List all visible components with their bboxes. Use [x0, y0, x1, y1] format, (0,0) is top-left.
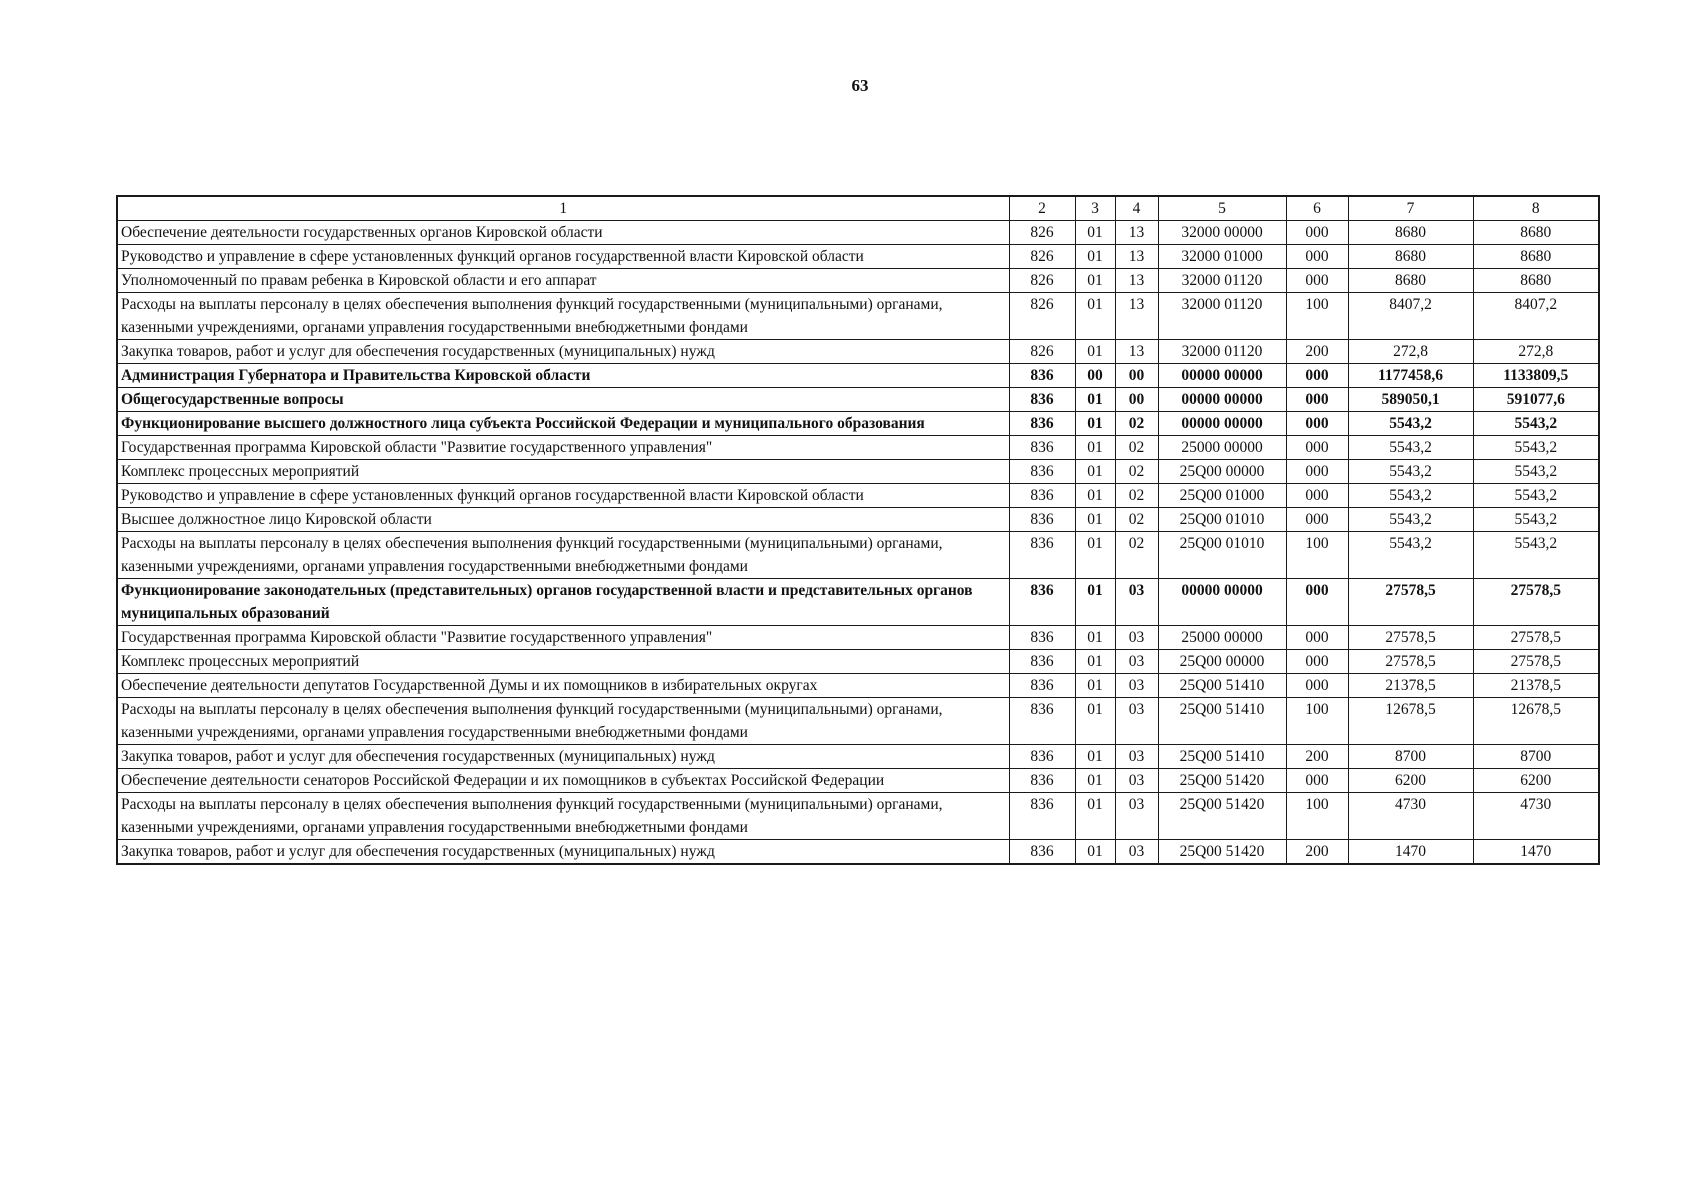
subsection-code-cell: 02 [1115, 460, 1158, 484]
amount-year2-cell: 1470 [1473, 840, 1599, 865]
row-name-cell: Закупка товаров, работ и услуг для обеспечения государственных (муниципальных) нужд [117, 745, 1009, 769]
amount-year2-cell: 8680 [1473, 221, 1599, 245]
admin-code-cell: 826 [1009, 245, 1075, 269]
admin-code-cell: 836 [1009, 508, 1075, 532]
section-code-cell: 01 [1075, 745, 1115, 769]
expense-type-cell: 000 [1286, 388, 1348, 412]
target-code-cell: 25Q00 01000 [1158, 484, 1286, 508]
column-header: 5 [1158, 196, 1286, 221]
table-row [117, 245, 1599, 269]
target-code-cell: 25Q00 51420 [1158, 840, 1286, 865]
expense-type-cell: 000 [1286, 626, 1348, 650]
row-name-cell: Государственная программа Кировской области "Развитие государственного управления" [117, 626, 1009, 650]
subsection-code-cell: 13 [1115, 293, 1158, 340]
table-row [117, 269, 1599, 293]
expense-type-cell: 000 [1286, 245, 1348, 269]
admin-code-cell: 836 [1009, 626, 1075, 650]
amount-year2-cell: 6200 [1473, 769, 1599, 793]
expense-type-cell: 100 [1286, 532, 1348, 579]
admin-code-cell: 826 [1009, 221, 1075, 245]
section-code-cell: 01 [1075, 674, 1115, 698]
table-body [117, 221, 1599, 865]
row-name-cell: Общегосударственные вопросы [117, 388, 1009, 412]
table-row [117, 626, 1599, 650]
admin-code-cell: 826 [1009, 340, 1075, 364]
row-name-cell: Расходы на выплаты персоналу в целях обеспечения выполнения функций государственными (муниципальными) органами, казенными учреждениями, органами управления государственными внебюджетными фондами [117, 293, 1009, 340]
amount-year1-cell: 6200 [1348, 769, 1473, 793]
target-code-cell: 00000 00000 [1158, 579, 1286, 626]
amount-year2-cell: 5543,2 [1473, 460, 1599, 484]
amount-year1-cell: 272,8 [1348, 340, 1473, 364]
section-code-cell: 01 [1075, 840, 1115, 865]
section-code-cell: 00 [1075, 364, 1115, 388]
table-row [117, 650, 1599, 674]
subsection-code-cell: 02 [1115, 508, 1158, 532]
table-row [117, 484, 1599, 508]
table-row [117, 508, 1599, 532]
row-name-cell: Высшее должностное лицо Кировской области [117, 508, 1009, 532]
table-row [117, 579, 1599, 626]
section-code-cell: 01 [1075, 626, 1115, 650]
expense-type-cell: 000 [1286, 650, 1348, 674]
section-code-cell: 01 [1075, 245, 1115, 269]
table-row [117, 412, 1599, 436]
amount-year1-cell: 21378,5 [1348, 674, 1473, 698]
row-name-cell: Функционирование законодательных (представительных) органов государственной власти и представительных органов муниципальных образований [117, 579, 1009, 626]
target-code-cell: 25000 00000 [1158, 626, 1286, 650]
column-header: 7 [1348, 196, 1473, 221]
amount-year1-cell: 4730 [1348, 793, 1473, 840]
target-code-cell: 32000 01120 [1158, 340, 1286, 364]
amount-year2-cell: 8680 [1473, 269, 1599, 293]
target-code-cell: 00000 00000 [1158, 388, 1286, 412]
row-name-cell: Руководство и управление в сфере установленных функций органов государственной власти Кировской области [117, 245, 1009, 269]
budget-table [116, 195, 1600, 865]
amount-year1-cell: 5543,2 [1348, 460, 1473, 484]
subsection-code-cell: 00 [1115, 364, 1158, 388]
amount-year1-cell: 8680 [1348, 221, 1473, 245]
amount-year1-cell: 5543,2 [1348, 412, 1473, 436]
amount-year1-cell: 27578,5 [1348, 626, 1473, 650]
expense-type-cell: 000 [1286, 674, 1348, 698]
section-code-cell: 01 [1075, 269, 1115, 293]
expense-type-cell: 100 [1286, 793, 1348, 840]
row-name-cell: Уполномоченный по правам ребенка в Кировской области и его аппарат [117, 269, 1009, 293]
amount-year2-cell: 591077,6 [1473, 388, 1599, 412]
amount-year1-cell: 5543,2 [1348, 484, 1473, 508]
table-row [117, 698, 1599, 745]
subsection-code-cell: 03 [1115, 650, 1158, 674]
amount-year2-cell: 5543,2 [1473, 436, 1599, 460]
row-name-cell: Администрация Губернатора и Правительства Кировской области [117, 364, 1009, 388]
row-name-cell: Комплекс процессных мероприятий [117, 650, 1009, 674]
expense-type-cell: 000 [1286, 269, 1348, 293]
amount-year2-cell: 12678,5 [1473, 698, 1599, 745]
table-row [117, 388, 1599, 412]
column-header: 2 [1009, 196, 1075, 221]
section-code-cell: 01 [1075, 412, 1115, 436]
expense-type-cell: 100 [1286, 293, 1348, 340]
amount-year1-cell: 1470 [1348, 840, 1473, 865]
expense-type-cell: 000 [1286, 508, 1348, 532]
expense-type-cell: 000 [1286, 769, 1348, 793]
section-code-cell: 01 [1075, 293, 1115, 340]
section-code-cell: 01 [1075, 460, 1115, 484]
expense-type-cell: 000 [1286, 412, 1348, 436]
target-code-cell: 32000 01000 [1158, 245, 1286, 269]
subsection-code-cell: 03 [1115, 769, 1158, 793]
amount-year2-cell: 21378,5 [1473, 674, 1599, 698]
admin-code-cell: 836 [1009, 650, 1075, 674]
expense-type-cell: 000 [1286, 221, 1348, 245]
admin-code-cell: 836 [1009, 484, 1075, 508]
amount-year2-cell: 8407,2 [1473, 293, 1599, 340]
row-name-cell: Обеспечение деятельности депутатов Государственной Думы и их помощников в избирательных округах [117, 674, 1009, 698]
admin-code-cell: 826 [1009, 293, 1075, 340]
section-code-cell: 01 [1075, 484, 1115, 508]
target-code-cell: 25Q00 00000 [1158, 460, 1286, 484]
column-header: 3 [1075, 196, 1115, 221]
table-row [117, 340, 1599, 364]
admin-code-cell: 836 [1009, 532, 1075, 579]
admin-code-cell: 836 [1009, 364, 1075, 388]
subsection-code-cell: 03 [1115, 745, 1158, 769]
target-code-cell: 25Q00 51420 [1158, 769, 1286, 793]
subsection-code-cell: 03 [1115, 793, 1158, 840]
amount-year1-cell: 1177458,6 [1348, 364, 1473, 388]
expense-type-cell: 200 [1286, 840, 1348, 865]
amount-year1-cell: 8700 [1348, 745, 1473, 769]
row-name-cell: Расходы на выплаты персоналу в целях обеспечения выполнения функций государственными (муниципальными) органами, казенными учреждениями, органами управления государственными внебюджетными фондами [117, 698, 1009, 745]
admin-code-cell: 836 [1009, 840, 1075, 865]
amount-year1-cell: 589050,1 [1348, 388, 1473, 412]
section-code-cell: 01 [1075, 769, 1115, 793]
table-row [117, 532, 1599, 579]
admin-code-cell: 836 [1009, 412, 1075, 436]
subsection-code-cell: 02 [1115, 436, 1158, 460]
subsection-code-cell: 13 [1115, 221, 1158, 245]
target-code-cell: 25Q00 51410 [1158, 674, 1286, 698]
amount-year2-cell: 5543,2 [1473, 508, 1599, 532]
header-row [117, 196, 1599, 221]
subsection-code-cell: 03 [1115, 840, 1158, 865]
admin-code-cell: 836 [1009, 436, 1075, 460]
column-header: 4 [1115, 196, 1158, 221]
subsection-code-cell: 02 [1115, 532, 1158, 579]
row-name-cell: Расходы на выплаты персоналу в целях обеспечения выполнения функций государственными (муниципальными) органами, казенными учреждениями, органами управления государственными внебюджетными фондами [117, 793, 1009, 840]
target-code-cell: 25Q00 01010 [1158, 532, 1286, 579]
section-code-cell: 01 [1075, 793, 1115, 840]
amount-year2-cell: 4730 [1473, 793, 1599, 840]
section-code-cell: 01 [1075, 221, 1115, 245]
target-code-cell: 25Q00 51410 [1158, 745, 1286, 769]
amount-year2-cell: 5543,2 [1473, 532, 1599, 579]
expense-type-cell: 000 [1286, 364, 1348, 388]
section-code-cell: 01 [1075, 532, 1115, 579]
target-code-cell: 00000 00000 [1158, 412, 1286, 436]
row-name-cell: Закупка товаров, работ и услуг для обеспечения государственных (муниципальных) нужд [117, 840, 1009, 865]
amount-year1-cell: 5543,2 [1348, 532, 1473, 579]
amount-year2-cell: 5543,2 [1473, 484, 1599, 508]
target-code-cell: 25000 00000 [1158, 436, 1286, 460]
subsection-code-cell: 03 [1115, 626, 1158, 650]
subsection-code-cell: 13 [1115, 340, 1158, 364]
amount-year1-cell: 27578,5 [1348, 650, 1473, 674]
admin-code-cell: 836 [1009, 460, 1075, 484]
amount-year2-cell: 5543,2 [1473, 412, 1599, 436]
admin-code-cell: 836 [1009, 745, 1075, 769]
expense-type-cell: 200 [1286, 745, 1348, 769]
table-row [117, 674, 1599, 698]
table-row [117, 221, 1599, 245]
target-code-cell: 25Q00 51410 [1158, 698, 1286, 745]
amount-year1-cell: 27578,5 [1348, 579, 1473, 626]
subsection-code-cell: 02 [1115, 484, 1158, 508]
admin-code-cell: 836 [1009, 769, 1075, 793]
amount-year1-cell: 8407,2 [1348, 293, 1473, 340]
target-code-cell: 25Q00 51420 [1158, 793, 1286, 840]
target-code-cell: 32000 01120 [1158, 293, 1286, 340]
table-row [117, 460, 1599, 484]
amount-year2-cell: 27578,5 [1473, 579, 1599, 626]
target-code-cell: 32000 01120 [1158, 269, 1286, 293]
column-header: 1 [117, 196, 1009, 221]
subsection-code-cell: 13 [1115, 245, 1158, 269]
subsection-code-cell: 00 [1115, 388, 1158, 412]
row-name-cell: Комплекс процессных мероприятий [117, 460, 1009, 484]
row-name-cell: Расходы на выплаты персоналу в целях обеспечения выполнения функций государственными (муниципальными) органами, казенными учреждениями, органами управления государственными внебюджетными фондами [117, 532, 1009, 579]
expense-type-cell: 000 [1286, 579, 1348, 626]
amount-year1-cell: 12678,5 [1348, 698, 1473, 745]
page-number: 63 [851, 76, 869, 95]
section-code-cell: 01 [1075, 388, 1115, 412]
amount-year2-cell: 8700 [1473, 745, 1599, 769]
subsection-code-cell: 03 [1115, 698, 1158, 745]
column-header: 6 [1286, 196, 1348, 221]
row-name-cell: Закупка товаров, работ и услуг для обеспечения государственных (муниципальных) нужд [117, 340, 1009, 364]
target-code-cell: 32000 00000 [1158, 221, 1286, 245]
expense-type-cell: 200 [1286, 340, 1348, 364]
target-code-cell: 25Q00 01010 [1158, 508, 1286, 532]
amount-year2-cell: 27578,5 [1473, 626, 1599, 650]
expense-type-cell: 000 [1286, 484, 1348, 508]
amount-year1-cell: 8680 [1348, 245, 1473, 269]
amount-year1-cell: 5543,2 [1348, 436, 1473, 460]
target-code-cell: 25Q00 00000 [1158, 650, 1286, 674]
table-row [117, 436, 1599, 460]
expense-type-cell: 000 [1286, 460, 1348, 484]
table-row [117, 293, 1599, 340]
table-row [117, 840, 1599, 865]
amount-year2-cell: 27578,5 [1473, 650, 1599, 674]
amount-year1-cell: 8680 [1348, 269, 1473, 293]
admin-code-cell: 836 [1009, 793, 1075, 840]
expense-type-cell: 100 [1286, 698, 1348, 745]
row-name-cell: Обеспечение деятельности государственных органов Кировской области [117, 221, 1009, 245]
amount-year2-cell: 8680 [1473, 245, 1599, 269]
section-code-cell: 01 [1075, 340, 1115, 364]
row-name-cell: Функционирование высшего должностного лица субъекта Российской Федерации и муниципального образования [117, 412, 1009, 436]
subsection-code-cell: 03 [1115, 579, 1158, 626]
amount-year1-cell: 5543,2 [1348, 508, 1473, 532]
section-code-cell: 01 [1075, 698, 1115, 745]
subsection-code-cell: 02 [1115, 412, 1158, 436]
section-code-cell: 01 [1075, 650, 1115, 674]
section-code-cell: 01 [1075, 508, 1115, 532]
section-code-cell: 01 [1075, 579, 1115, 626]
row-name-cell: Руководство и управление в сфере установленных функций органов государственной власти Кировской области [117, 484, 1009, 508]
table-row [117, 793, 1599, 840]
table-row [117, 364, 1599, 388]
amount-year2-cell: 272,8 [1473, 340, 1599, 364]
target-code-cell: 00000 00000 [1158, 364, 1286, 388]
admin-code-cell: 836 [1009, 388, 1075, 412]
table-row [117, 745, 1599, 769]
subsection-code-cell: 13 [1115, 269, 1158, 293]
expense-type-cell: 000 [1286, 436, 1348, 460]
section-code-cell: 01 [1075, 436, 1115, 460]
admin-code-cell: 836 [1009, 579, 1075, 626]
row-name-cell: Государственная программа Кировской области "Развитие государственного управления" [117, 436, 1009, 460]
admin-code-cell: 826 [1009, 269, 1075, 293]
amount-year2-cell: 1133809,5 [1473, 364, 1599, 388]
row-name-cell: Обеспечение деятельности сенаторов Российской Федерации и их помощников в субъектах Российской Федерации [117, 769, 1009, 793]
admin-code-cell: 836 [1009, 674, 1075, 698]
table-row [117, 769, 1599, 793]
subsection-code-cell: 03 [1115, 674, 1158, 698]
column-header: 8 [1473, 196, 1599, 221]
admin-code-cell: 836 [1009, 698, 1075, 745]
